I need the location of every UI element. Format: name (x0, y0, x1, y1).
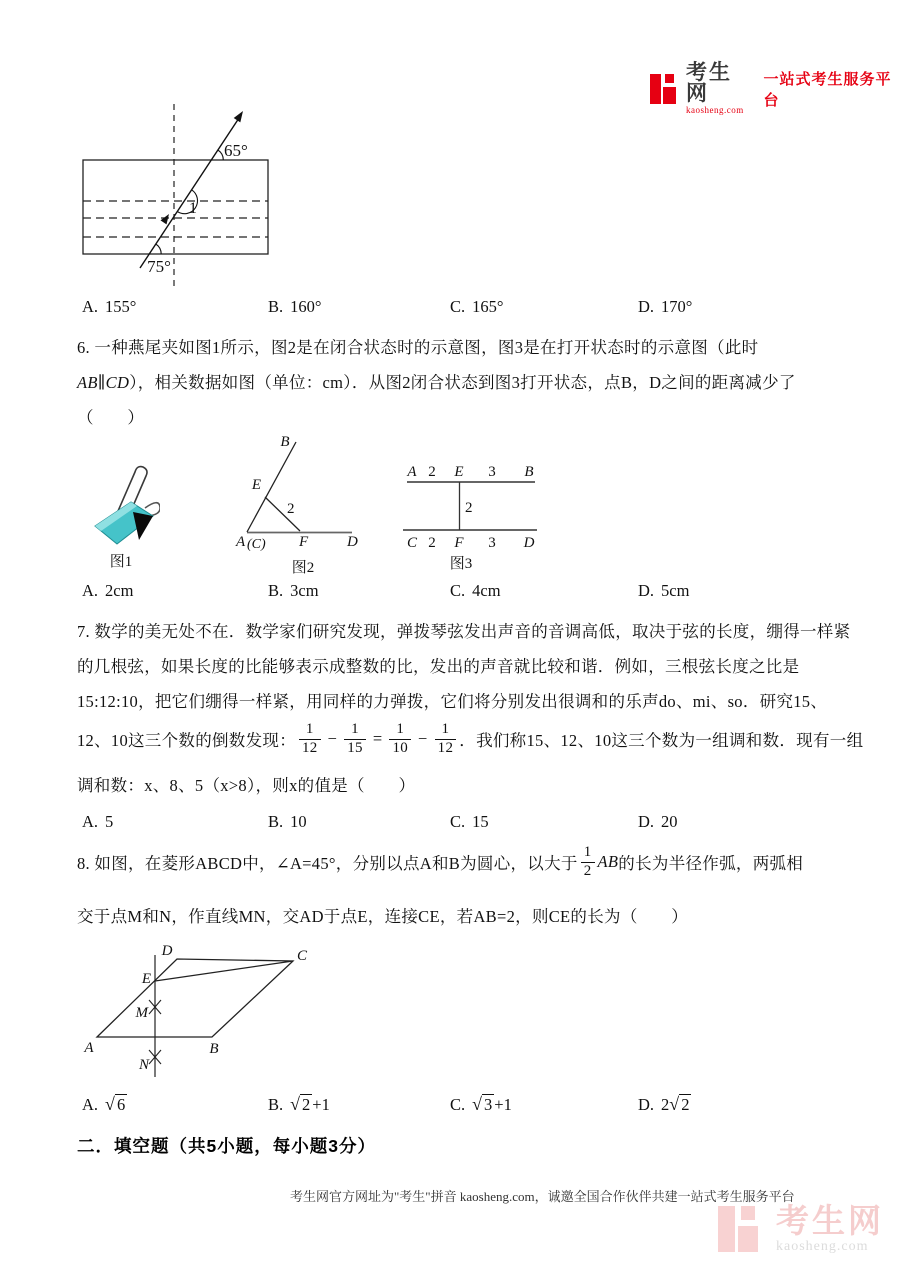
minus-sign: − (327, 729, 338, 748)
q7-equation-line (77, 712, 863, 766)
rhombus-label-D: D (161, 943, 173, 959)
q6-line3: （ ） (77, 408, 145, 427)
watermark (718, 1203, 884, 1255)
q7-line5: 调和数：x、8、5（x>8），则x的值是（ ） (77, 776, 416, 795)
fig3-label-2mid: 2 (465, 500, 473, 516)
q5-option-b: B. 160° (268, 297, 322, 316)
q6-figure2-closed (225, 430, 365, 578)
watermark-brand-name: 考生网 (776, 1202, 884, 1239)
rhombus-label-C: C (297, 948, 308, 964)
rhombus-label-B: B (209, 1041, 219, 1057)
fig2-label-B: B (280, 434, 290, 450)
q7-eq-post: ．我们称15、12、10这三个数为一组调和数．现有一组 (459, 731, 864, 750)
fig3-label-2top: 2 (428, 464, 436, 480)
fraction-1-15: $\frac{1}{15}$ (344, 721, 366, 757)
fig2-label-A: A (236, 534, 246, 550)
fraction-1-2: $\frac{1}{2}$ (581, 844, 595, 880)
sqrt-icon: √ (105, 1094, 115, 1114)
fraction-1-12: $\frac{1}{12}$ (299, 721, 321, 757)
fig3-label-C: C (406, 535, 418, 551)
footer-text: 考生网官方网址为"考生"拼音 kaosheng.com，诚邀全国合作伙伴共建一站式考生服务平台 (290, 1189, 795, 1204)
q6-option-b: B. 3cm (268, 581, 319, 600)
rhombus-label-N: N (138, 1057, 149, 1073)
brand-name: 考生网 (686, 61, 732, 105)
q7-line1: 7. 数学的美无处不在．数学家们研究发现，弹拨琴弦发出声音的音调高低，取决于弦的长度，绷得一样紧 (77, 622, 851, 641)
q7-line3: 15:12:10，把它们绷得一样紧，用同样的力弹拨，它们将分别发出很调和的乐声do、mi、so．研究15、 (77, 692, 828, 711)
q7-option-c: C. 15 (450, 812, 489, 831)
q5-option-a: A. 155° (82, 297, 137, 316)
angle-65-label: 65° (224, 141, 248, 160)
q6-option-c: C. 4cm (450, 581, 501, 600)
q8-option-b: B. √ 2 +1 (268, 1094, 330, 1114)
sqrt-icon: √ (290, 1094, 301, 1114)
kaosheng-logo-icon (650, 72, 682, 106)
q5-option-d: D. 170° (638, 297, 693, 316)
fig3-caption: 图3 (449, 556, 473, 572)
q8-line1-ab: AB (597, 852, 619, 871)
q7-option-a: A. 5 (82, 812, 114, 831)
rhombus-label-A: A (84, 1040, 94, 1056)
watermark-brand-domain: kaosheng.com (776, 1239, 869, 1254)
q7-line2: 的几根弦，如果长度的比能够表示成整数的比，发出的声音就比较和谐．例如，三根弦长度之比是 (77, 657, 800, 676)
fig1-caption: 图1 (109, 554, 133, 570)
brand-logo (650, 62, 900, 115)
q8-rhombus-figure (75, 935, 335, 1090)
q5-options-row (82, 297, 842, 321)
fig3-label-D: D (523, 535, 535, 551)
q7-options-row (82, 812, 842, 836)
brand-domain: kaosheng.com (686, 105, 744, 115)
q8-line1-post: 的长为半径作弧，两弧相 (618, 854, 804, 873)
fig2-label-D: D (347, 534, 358, 550)
sqrt-icon: √ (472, 1094, 483, 1114)
fig2-label-2: 2 (287, 501, 295, 517)
rhombus-label-E: E (141, 971, 151, 987)
q6-line2: AB∥CD），相关数据如图（单位：cm）．从图2闭合状态到图3打开状态，点B，D之间的距离减少了 (77, 373, 796, 392)
q8-line1-pre: 8. 如图，在菱形ABCD中，∠A=45°，分别以点A和B为圆心，以大于 (77, 854, 578, 873)
q8-options-row (82, 1094, 842, 1118)
q6-option-d: D. 5cm (638, 581, 690, 600)
q8-line1 (77, 836, 803, 888)
q6-figure3-open (395, 455, 550, 575)
fig3-label-E: E (454, 464, 464, 480)
fig2-label-C: (C) (247, 537, 266, 552)
q6-option-a: A. 2cm (82, 581, 134, 600)
fig3-label-3bot: 3 (488, 535, 496, 551)
brand-slogan: 一站式考生服务平台 (763, 70, 892, 109)
q8-line2: 交于点M和N，作直线MN，交AD于点E，连接CE，若AB=2，则CE的长为（ ） (77, 907, 689, 926)
q8-option-d: D. 2√ 2 (638, 1094, 690, 1114)
q7-option-d: D. 20 (638, 812, 678, 831)
angle-75-label: 75° (147, 257, 171, 276)
fig3-label-3top: 3 (488, 464, 496, 480)
fraction-1-12b: $\frac{1}{12}$ (435, 721, 457, 757)
fraction-1-10: $\frac{1}{10}$ (389, 721, 411, 757)
minus-sign: − (418, 729, 428, 748)
clip-shadow (133, 512, 153, 540)
watermark-logo-icon (718, 1203, 768, 1255)
fig2-caption: 图2 (291, 560, 315, 576)
fig3-label-B: B (524, 464, 534, 480)
fig3-label-A: A (407, 464, 417, 480)
q7-option-b: B. 10 (268, 812, 307, 831)
q5-option-c: C. 165° (450, 297, 504, 316)
q5-angle-figure (60, 95, 300, 295)
rhombus-label-M: M (135, 1005, 148, 1021)
fig3-label-F: F (454, 535, 464, 551)
equals-sign: = (372, 729, 383, 748)
q8-option-a: A. √ 6 (82, 1094, 126, 1114)
sqrt-icon: √ (669, 1094, 680, 1114)
arrowhead-top (234, 111, 243, 122)
section2-heading: 二．填空题（共5小题，每小题3分） (77, 1136, 376, 1156)
q7-eq-pre: 12、10这三个数的倒数发现： (77, 731, 296, 750)
fig3-label-2bot: 2 (428, 535, 436, 551)
arrowhead-mid (161, 214, 170, 224)
q6-options-row (82, 581, 842, 605)
angle-1-label: 1 (189, 200, 197, 217)
q6-line1: 6. 一种燕尾夹如图1所示，图2是在闭合状态时的示意图，图3是在打开状态时的示意图（此时 (77, 338, 759, 357)
q8-option-c: C. √ 3 +1 (450, 1094, 512, 1114)
q6-figure1-binder-clip (85, 460, 160, 572)
fig2-label-F: F (299, 534, 309, 550)
fig2-label-E: E (251, 477, 261, 493)
